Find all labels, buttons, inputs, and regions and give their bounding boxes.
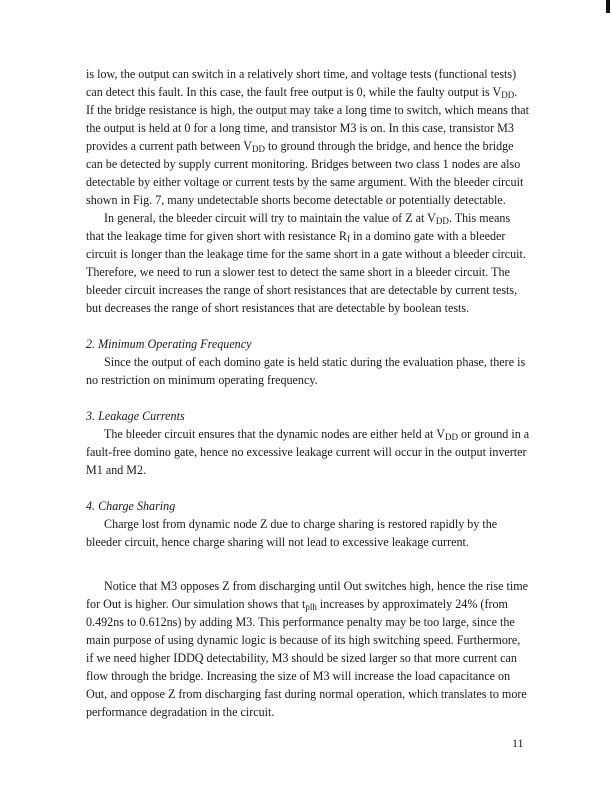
text-line: can be detected by supply current monitoring. Bridges between two class 1 nodes are also bbox=[86, 157, 521, 171]
paragraph-charge-sharing bbox=[86, 515, 556, 551]
subscript: DD bbox=[252, 144, 266, 154]
text-line: Notice that M3 opposes Z from discharging until Out switches high, hence the rise time bbox=[104, 579, 528, 593]
text-line: In general, the bleeder circuit will try to maintain the value of Z at $V_{DD}$. This means bbox=[104, 211, 511, 226]
text-line: 0.492ns to 0.612ns) by adding M3. This performance penalty may be too large, since the bbox=[86, 615, 515, 629]
text-line: that the leakage time for given short with resistance $R_f$ in a domino gate with a bleeder bbox=[86, 229, 506, 244]
text-line: Charge lost from dynamic node Z due to charge sharing is restored rapidly by the bbox=[104, 517, 498, 531]
text-line: Since the output of each domino gate is held static during the evaluation phase, there is bbox=[104, 355, 526, 369]
text-line: performance degradation in the circuit. bbox=[86, 705, 275, 719]
section-heading-charge-sharing: 4. Charge Sharing bbox=[86, 499, 176, 513]
paragraph-min-frequency bbox=[86, 353, 556, 389]
subscript: DD bbox=[444, 432, 458, 442]
paragraph-leakage-currents bbox=[86, 425, 556, 479]
text-line: is low, the output can switch in a relatively short time, and voltage tests (functional tests) bbox=[86, 67, 517, 81]
text-line: the output is held at 0 for a long time, and transistor M3 is on. In this case, transistor M3 bbox=[86, 121, 514, 135]
paragraph-bridge-detection bbox=[86, 65, 556, 209]
subscript: plh bbox=[305, 602, 317, 612]
text-line: circuit is longer than the leakage time for the same short in a gate without a bleeder circuit. bbox=[86, 247, 526, 261]
subscript: DD bbox=[435, 216, 449, 226]
paragraph-m3-performance bbox=[86, 577, 556, 721]
subscript: f bbox=[346, 234, 350, 244]
text-line: shown in Fig. 7, many undetectable shorts become detectable or potentially detectable. bbox=[86, 193, 506, 207]
text-line: but decreases the range of short resistances that are detectable by boolean tests. bbox=[86, 301, 470, 315]
text-line: can detect this fault. In this case, the fault free output is 0, while the faulty output is $V_{DD}$. bbox=[86, 85, 518, 100]
text-line: if we need higher IDDQ detectability, M3 should be sized larger so that more current can bbox=[86, 651, 517, 665]
text-line: If the bridge resistance is high, the output may take a long time to switch, which means that bbox=[86, 103, 529, 117]
text-line: bleeder circuit increases the range of short resistances that are detectable by current tests, bbox=[86, 283, 518, 297]
section-heading-leakage-currents: 3. Leakage Currents bbox=[86, 409, 185, 423]
text-line: main purpose of using dynamic logic is because of its high switching speed. Furthermore, bbox=[86, 633, 521, 647]
text-line: Out, and oppose Z from discharging fast during normal operation, which translates to more bbox=[86, 687, 527, 701]
scan-edge-mark bbox=[606, 0, 610, 13]
paragraph-bleeder-leakage bbox=[86, 209, 556, 317]
subscript: DD bbox=[501, 90, 515, 100]
text-line: The bleeder circuit ensures that the dynamic nodes are either held at $V_{DD}$ or ground in a bbox=[104, 427, 530, 442]
text-line: Therefore, we need to run a slower test to detect the same short in a bleeder circuit. The bbox=[86, 265, 510, 279]
text-line: bleeder circuit, hence charge sharing will not lead to excessive leakage current. bbox=[86, 535, 469, 549]
text-line: no restriction on minimum operating frequency. bbox=[86, 373, 318, 387]
text-line: provides a current path between $V_{DD}$ to ground through the bridge, and hence the bridge bbox=[86, 139, 514, 154]
page-number: 11 bbox=[512, 736, 524, 750]
text-line: flow through the bridge. Increasing the size of M3 will increase the load capacitance on bbox=[86, 669, 511, 683]
text-line: fault-free domino gate, hence no excessive leakage current will occur in the output inverter bbox=[86, 445, 527, 459]
text-line: for Out is higher. Our simulation shows that $t_{plh}$ increases by approximately 24% (from bbox=[86, 597, 508, 612]
section-heading-min-frequency: 2. Minimum Operating Frequency bbox=[86, 337, 252, 351]
text-line: detectable by either voltage or current tests by the same argument. With the bleeder circuit bbox=[86, 175, 524, 189]
page-body bbox=[86, 65, 556, 721]
text-line: M1 and M2. bbox=[86, 463, 147, 477]
